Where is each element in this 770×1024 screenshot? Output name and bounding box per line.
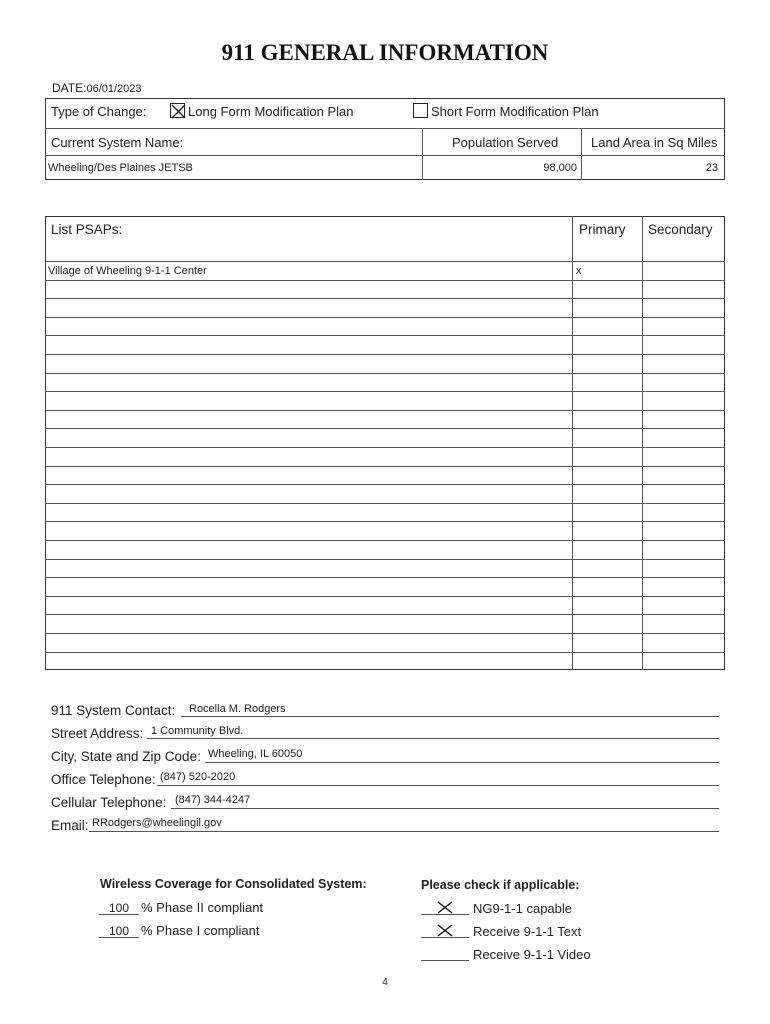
psaps-header: List PSAPs: bbox=[51, 222, 123, 237]
psap-row-line bbox=[45, 354, 725, 355]
psap-row-1-name[interactable]: Village of Wheeling 9-1-1 Center bbox=[48, 265, 207, 277]
long-form-checkbox[interactable] bbox=[170, 103, 185, 118]
population-value[interactable]: 98,000 bbox=[543, 162, 577, 174]
psap-row-line bbox=[45, 410, 725, 411]
psap-row-line bbox=[45, 652, 725, 653]
city-value[interactable]: Wheeling, IL 60050 bbox=[208, 748, 303, 760]
psap-row-line bbox=[45, 521, 725, 522]
phase1-value[interactable]: 100 bbox=[108, 924, 130, 938]
phase1-label: % Phase I compliant bbox=[141, 923, 260, 938]
phase2-value[interactable]: 100 bbox=[108, 901, 130, 915]
page-title: 911 GENERAL INFORMATION bbox=[221, 40, 549, 65]
cell-phone-label: Cellular Telephone: bbox=[51, 795, 167, 810]
applicable-heading: Please check if applicable: bbox=[421, 878, 580, 892]
city-label: City, State and Zip Code: bbox=[51, 749, 201, 764]
text-label: Receive 9-1-1 Text bbox=[473, 924, 582, 939]
street-value[interactable]: 1 Community Blvd. bbox=[151, 725, 244, 737]
phase2-label: % Phase II compliant bbox=[141, 900, 264, 915]
page-number: 4 bbox=[382, 977, 388, 988]
cell-phone-value[interactable]: (847) 344-4247 bbox=[175, 794, 251, 806]
psap-row-line bbox=[45, 335, 725, 336]
date-value[interactable]: 06/01/2023 bbox=[86, 83, 142, 95]
text-check-icon[interactable] bbox=[437, 924, 453, 937]
psap-row-line bbox=[45, 317, 725, 318]
psap-row-line bbox=[45, 280, 725, 281]
office-phone-label: Office Telephone: bbox=[51, 772, 156, 787]
system-name-value[interactable]: Wheeling/Des Plaines JETSB bbox=[48, 162, 193, 174]
secondary-header: Secondary bbox=[648, 222, 713, 237]
type-of-change-label: Type of Change: bbox=[51, 104, 147, 119]
date-field bbox=[52, 81, 142, 95]
psap-row-line bbox=[45, 503, 725, 504]
ng911-check-icon[interactable] bbox=[437, 901, 453, 914]
psap-row-line bbox=[45, 391, 725, 392]
psap-row-line bbox=[45, 484, 725, 485]
psap-row-line bbox=[45, 559, 725, 560]
video-blank[interactable] bbox=[421, 960, 469, 961]
psap-table bbox=[45, 216, 725, 670]
psap-row-line bbox=[45, 466, 725, 467]
psap-row-line bbox=[45, 447, 725, 448]
office-phone-value[interactable]: (847) 520-2020 bbox=[160, 771, 236, 783]
check-x-icon bbox=[171, 104, 186, 119]
psap-row-line bbox=[45, 373, 725, 374]
psap-row-line bbox=[45, 428, 725, 429]
psap-row-line bbox=[45, 633, 725, 634]
email-label: Email: bbox=[51, 818, 89, 833]
psap-row-line bbox=[45, 298, 725, 299]
ng911-label: NG9-1-1 capable bbox=[473, 901, 572, 916]
short-form-checkbox[interactable] bbox=[413, 103, 428, 118]
date-label: DATE: bbox=[52, 81, 87, 95]
psap-row-line bbox=[45, 577, 725, 578]
psap-row-1-primary[interactable]: x bbox=[576, 265, 582, 277]
email-value[interactable]: RRodgers@wheelingil.gov bbox=[92, 817, 222, 829]
contact-label: 911 System Contact: bbox=[51, 703, 176, 718]
population-header: Population Served bbox=[452, 135, 559, 150]
psap-row-line bbox=[45, 614, 725, 615]
land-area-value[interactable]: 23 bbox=[705, 162, 718, 174]
street-label: Street Address: bbox=[51, 726, 144, 741]
long-form-label: Long Form Modification Plan bbox=[188, 104, 354, 119]
psap-row-line bbox=[45, 596, 725, 597]
land-area-header: Land Area in Sq Miles bbox=[591, 135, 718, 150]
contact-value[interactable]: Rocella M. Rodgers bbox=[189, 703, 286, 715]
short-form-label: Short Form Modification Plan bbox=[431, 104, 599, 119]
video-label: Receive 9-1-1 Video bbox=[473, 947, 591, 962]
psap-row-line bbox=[45, 540, 725, 541]
system-name-header: Current System Name: bbox=[51, 135, 184, 150]
wireless-heading: Wireless Coverage for Consolidated System: bbox=[100, 877, 367, 891]
primary-header: Primary bbox=[579, 222, 626, 237]
